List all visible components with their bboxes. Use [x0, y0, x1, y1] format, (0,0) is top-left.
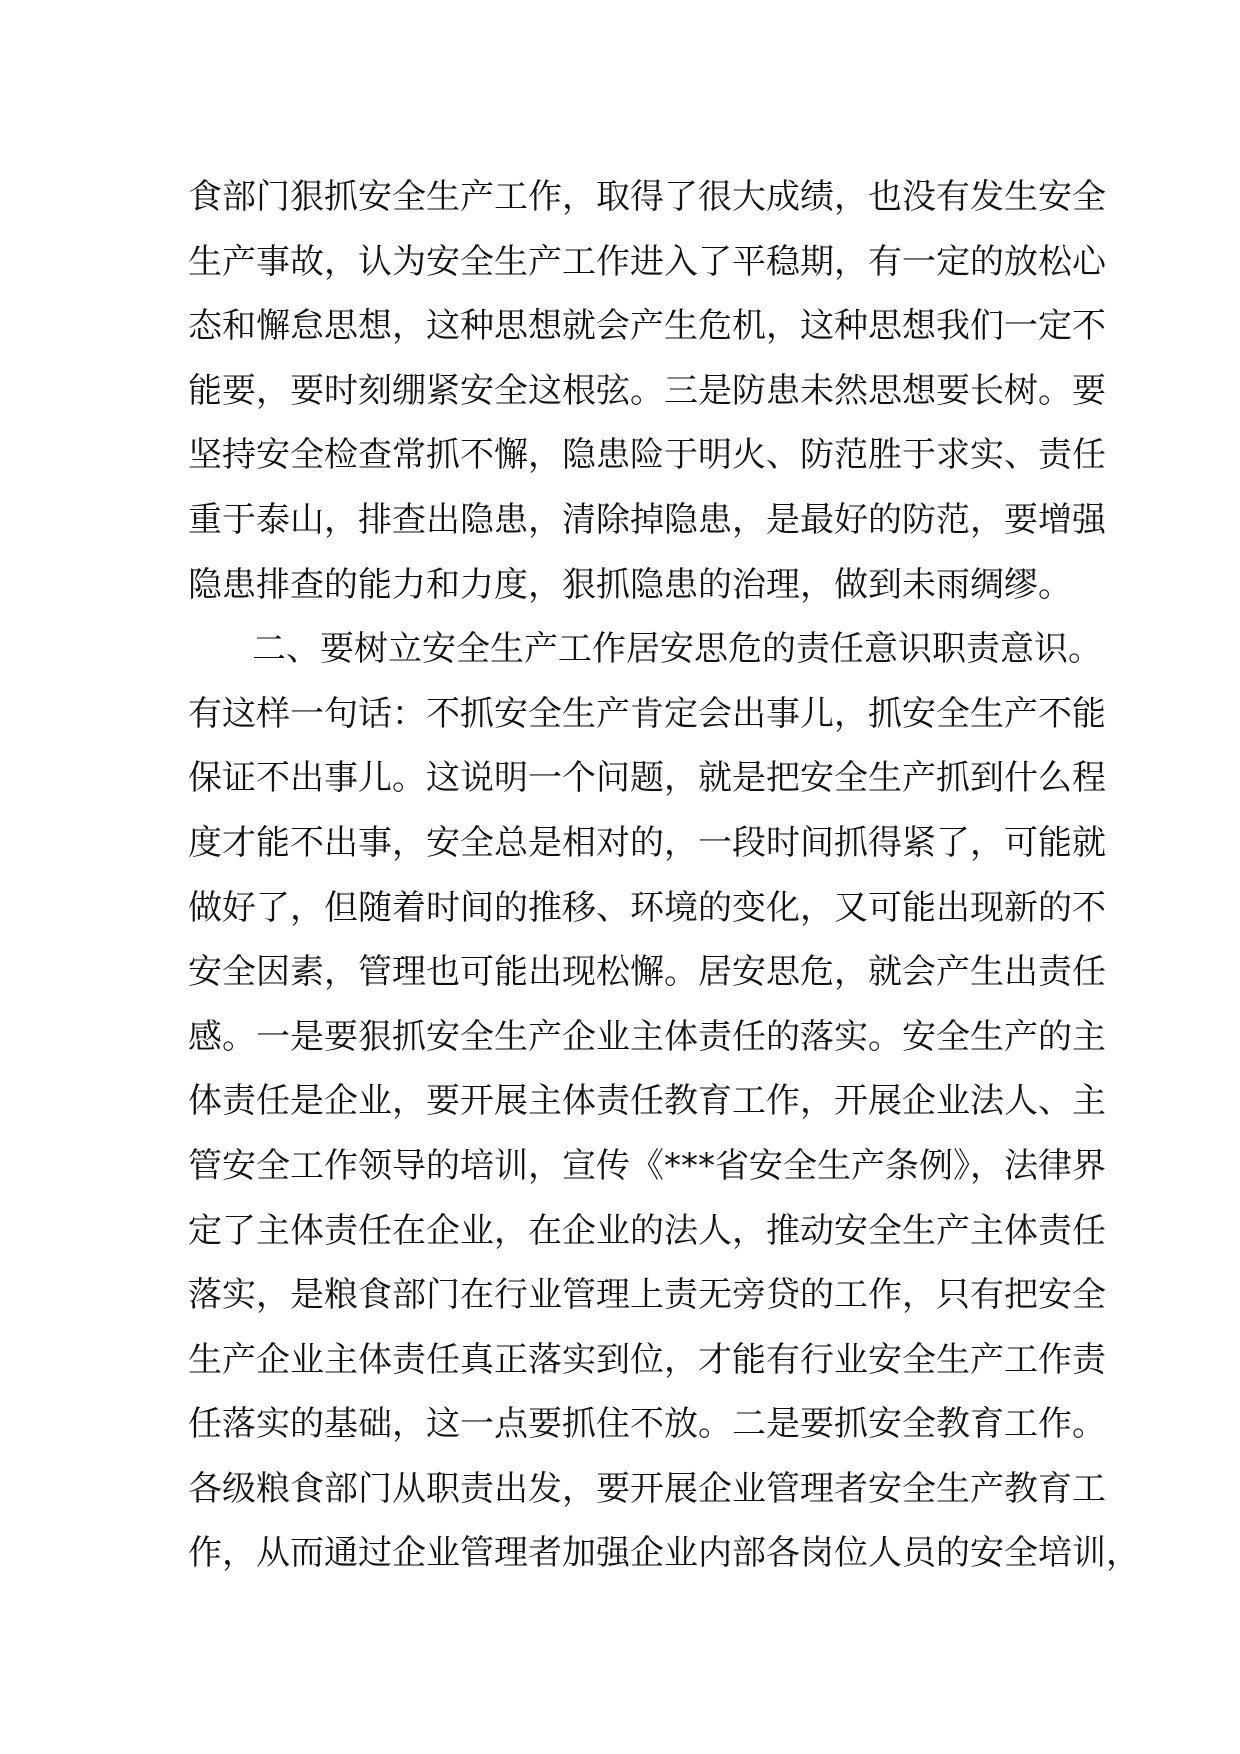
text-line: 生产企业主体责任真正落实到位，才能有行业安全生产工作责 [188, 1339, 1106, 1380]
text-line: 安全因素，管理也可能出现松懈。居安思危，就会产生出责任 [188, 952, 1106, 993]
text-line: 落实，是粮食部门在行业管理上责无旁贷的工作，只有把安全 [188, 1275, 1106, 1316]
text-line: 任落实的基础，这一点要抓住不放。二是要抓安全教育工作。 [188, 1404, 1106, 1445]
text-line: 生产事故，认为安全生产工作进入了平稳期，有一定的放松心 [188, 241, 1106, 282]
text-line: 定了主体责任在企业，在企业的法人，推动安全生产主体责任 [188, 1210, 1106, 1251]
text-line: 度才能不出事，安全总是相对的，一段时间抓得紧了，可能就 [188, 822, 1106, 863]
text-line: 重于泰山，排查出隐患，清除掉隐患，是最好的防范，要增强 [188, 499, 1106, 540]
text-line: 有这样一句话：不抓安全生产肯定会出事儿，抓安全生产不能 [188, 693, 1106, 734]
text-line: 作，从而通过企业管理者加强企业内部各岗位人员的安全培训， [188, 1533, 1140, 1574]
text-line: 保证不出事儿。这说明一个问题，就是把安全生产抓到什么程 [188, 758, 1106, 799]
text-line: 隐患排查的能力和力度，狠抓隐患的治理，做到未雨绸缪。 [188, 564, 1072, 605]
text-line: 能要，要时刻绷紧安全这根弦。三是防患未然思想要长树。要 [188, 370, 1106, 411]
section-heading-line: 二、要树立安全生产工作居安思危的责任意识职责意识。 [252, 629, 1102, 670]
text-line: 做好了，但随着时间的推移、环境的变化，又可能出现新的不 [188, 887, 1106, 928]
text-line: 感。一是要狠抓安全生产企业主体责任的落实。安全生产的主 [188, 1016, 1106, 1057]
text-line: 态和懈怠思想，这种思想就会产生危机，这种思想我们一定不 [188, 306, 1106, 347]
text-line: 管安全工作领导的培训，宣传《***省安全生产条例》，法律界 [188, 1145, 1106, 1186]
text-line: 体责任是企业，要开展主体责任教育工作，开展企业法人、主 [188, 1081, 1106, 1122]
text-line: 食部门狠抓安全生产工作，取得了很大成绩，也没有发生安全 [188, 177, 1106, 217]
text-line: 坚持安全检查常抓不懈，隐患险于明火、防范胜于求实、责任 [188, 435, 1106, 476]
text-line: 各级粮食部门从职责出发，要开展企业管理者安全生产教育工 [188, 1468, 1106, 1509]
body-text [188, 165, 1140, 1586]
